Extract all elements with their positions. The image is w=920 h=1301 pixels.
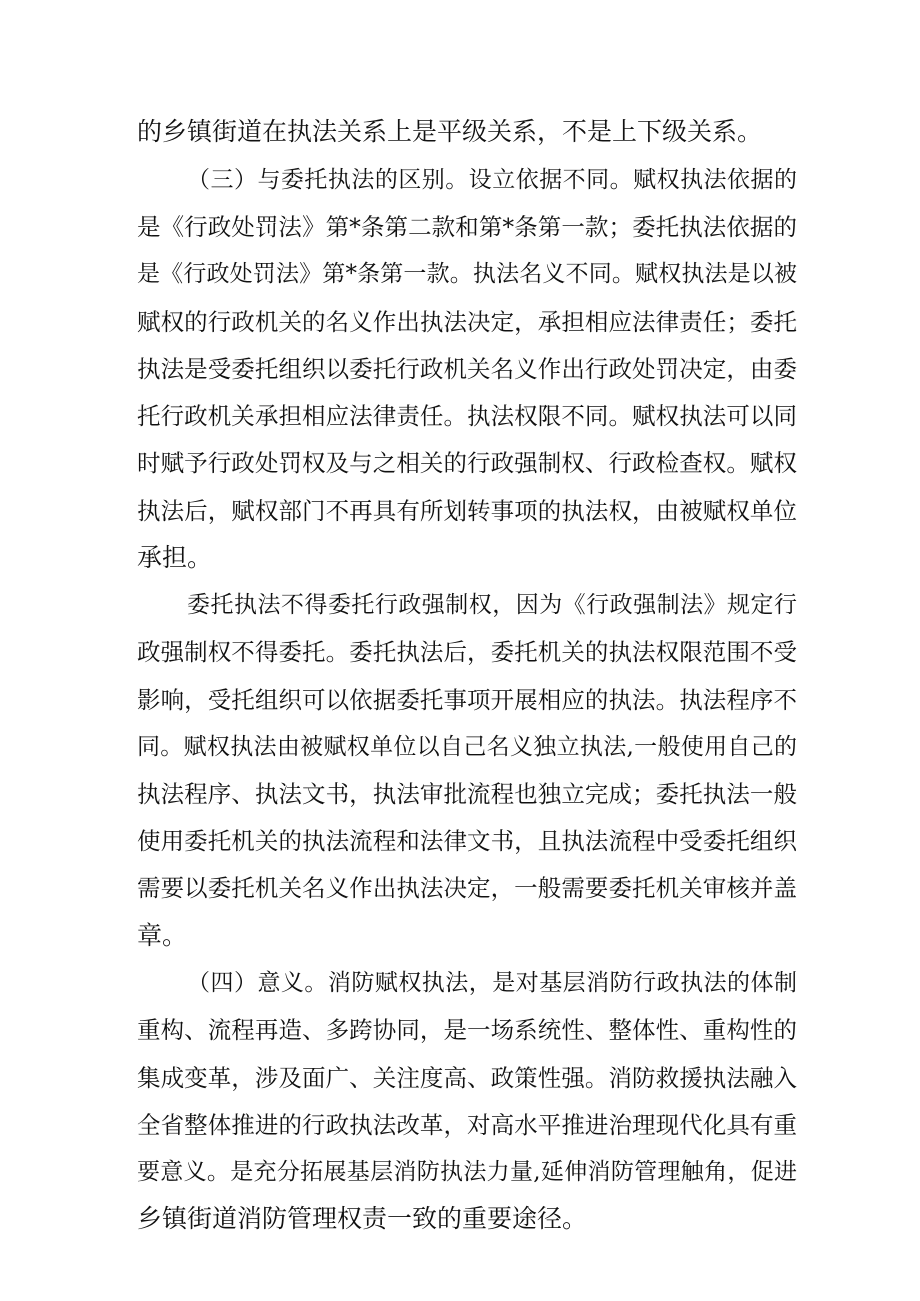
delegation-paragraph-line: 章。 xyxy=(137,921,188,950)
delegation-paragraph-line: 同。赋权执法由被赋权单位以自己名义独立执法,一般使用自己的 xyxy=(137,734,797,760)
section-four-line: 集成变革，涉及面广、关注度高、政策性强。消防救援执法融入 xyxy=(137,1064,797,1092)
section-four-line: 重构、流程再造、多跨协同，是一场系统性、整体性、重构性的 xyxy=(137,1016,797,1044)
section-three-line: 执法是受委托组织以委托行政机关名义作出行政处罚决定，由委 xyxy=(137,355,797,383)
delegation-paragraph-line: 委托执法不得委托行政强制权，因为《行政强制法》规定行 xyxy=(187,592,797,618)
section-three-line: 执法后，赋权部门不再具有所划转事项的执法权，由被赋权单位 xyxy=(137,497,797,525)
section-four-line: 全省整体推进的行政执法改革，对高水平推进治理现代化具有重 xyxy=(137,1111,797,1139)
section-four-line: 乡镇街道消防管理权责一致的重要途径。 xyxy=(137,1204,588,1233)
section-three-line: 是《行政处罚法》第*条第二款和第*条第一款；委托执法依据的 xyxy=(137,213,797,241)
section-three-line: 托行政机关承担相应法律责任。执法权限不同。赋权执法可以同 xyxy=(137,402,797,430)
section-four-line: （四）意义。消防赋权执法，是对基层消防行政执法的体制 xyxy=(187,970,797,996)
delegation-paragraph-line: 影响，受托组织可以依据委托事项开展相应的执法。执法程序不 xyxy=(137,686,797,714)
section-four-line: 要意义。是充分拓展基层消防执法力量,延伸消防管理触角，促进 xyxy=(137,1159,797,1185)
delegation-paragraph-line: 使用委托机关的执法流程和法律文书，且执法流程中受委托组织 xyxy=(137,827,797,855)
delegation-paragraph-line: 需要以委托机关名义作出执法决定，一般需要委托机关审核并盖 xyxy=(137,874,797,902)
delegation-paragraph-line: 政强制权不得委托。委托执法后，委托机关的执法权限范围不受 xyxy=(137,638,797,666)
paragraph-continuation-line: 的乡镇街道在执法关系上是平级关系，不是上下级关系。 xyxy=(137,117,763,146)
section-three-line: 时赋予行政处罚权及与之相关的行政强制权、行政检查权。赋权 xyxy=(137,449,797,477)
delegation-paragraph-line: 执法程序、执法文书，执法审批流程也独立完成；委托执法一般 xyxy=(137,780,797,808)
section-three-line: 承担。 xyxy=(137,543,213,572)
section-three-line: 是《行政处罚法》第*条第一款。执法名义不同。赋权执法是以被 xyxy=(137,261,797,287)
section-three-line: （三）与委托执法的区别。设立依据不同。赋权执法依据的 xyxy=(187,167,797,193)
section-three-line: 赋权的行政机关的名义作出执法决定，承担相应法律责任；委托 xyxy=(137,308,797,336)
